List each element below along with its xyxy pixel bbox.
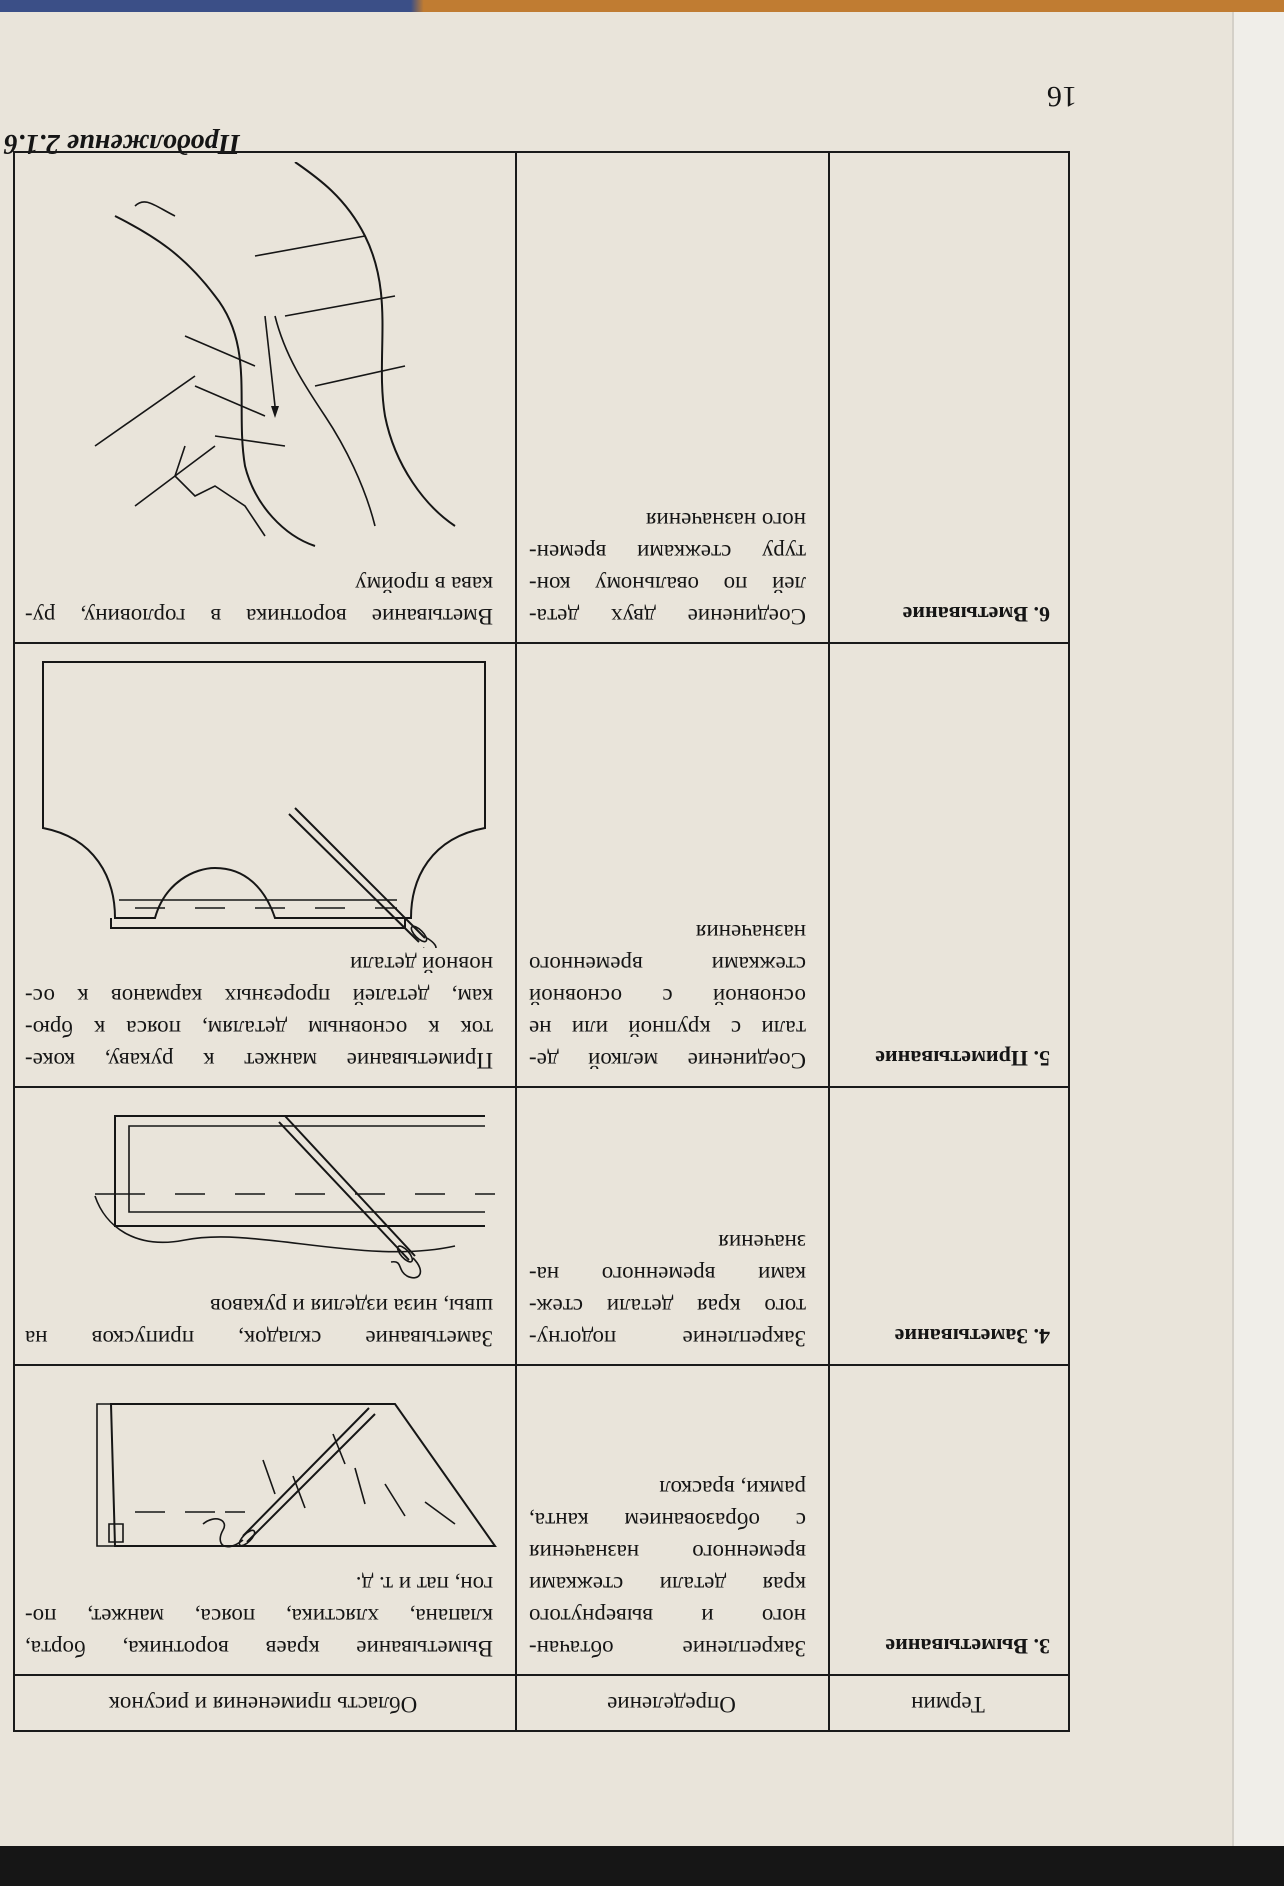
definition-line: стежками временного xyxy=(529,952,806,977)
application-line: кам, деталей прорезных карманов к ос- xyxy=(25,984,493,1009)
definition-line: рамки, враскол xyxy=(659,1476,806,1501)
definition-line: Соединение двух дета- xyxy=(529,604,806,629)
definition-line: ками временного на- xyxy=(529,1262,806,1287)
application-line: кава в пройму xyxy=(355,572,493,597)
definition-line: ного назначения xyxy=(645,508,806,533)
definition-line: ного и вывернутого xyxy=(529,1604,806,1629)
collar-basting-illustration xyxy=(11,1370,515,1564)
sleeve-basting-drawing xyxy=(11,162,515,566)
hem-basting-drawing xyxy=(11,1096,515,1286)
definition-line: туру стежками времен- xyxy=(529,540,806,565)
application-cell xyxy=(11,153,515,642)
definition-line: с образованием канта, xyxy=(529,1508,806,1533)
definition-cell xyxy=(515,1366,828,1674)
header-application: Область применения и рисунок xyxy=(108,1692,418,1717)
header-definition: Определение xyxy=(607,1692,736,1717)
definition-line: Закрепление обтачан- xyxy=(529,1636,806,1661)
term-cell: 6. Вметывание xyxy=(902,602,1050,627)
cuff-basting-drawing xyxy=(11,652,515,948)
definition-line: временного назначения xyxy=(529,1540,806,1565)
application-cell xyxy=(11,644,515,1086)
definition-line: назначения xyxy=(695,920,806,945)
definition-line: края детали стежками xyxy=(529,1572,806,1597)
collar-basting-drawing xyxy=(11,1370,515,1564)
terms-table xyxy=(13,151,1070,1732)
application-line: новной детали xyxy=(350,952,493,977)
application-cell xyxy=(11,1088,515,1364)
application-line: гон, пат и т. д. xyxy=(355,1572,493,1597)
term-cell: 3. Выметывание xyxy=(885,1634,1050,1659)
application-line: Приметывание манжет к рукаву, коке- xyxy=(25,1048,493,1073)
sleeve-basting-illustration xyxy=(11,162,515,566)
definition-cell xyxy=(515,1088,828,1364)
definition-cell xyxy=(515,644,828,1086)
definition-line: Закрепление подогну- xyxy=(529,1326,806,1351)
definition-line: тали с крупной или не xyxy=(529,1016,806,1041)
term-cell: 5. Приметывание xyxy=(875,1046,1050,1071)
term-cell: 4. Заметывание xyxy=(894,1324,1050,1349)
application-line: Вметывание воротника в горловину, ру- xyxy=(25,604,493,629)
application-line: швы, низа изделия и рукавов xyxy=(209,1294,493,1319)
table-caption: Продолжение 2.1.6 xyxy=(3,128,240,159)
definition-line: того края детали стеж- xyxy=(529,1294,806,1319)
definition-line: Соединение мелкой де- xyxy=(529,1048,806,1073)
scan-bottom-edge xyxy=(0,1846,1284,1886)
application-line: ток к основным деталям, пояса к брю- xyxy=(25,1016,493,1041)
page-number: 16 xyxy=(1047,80,1077,113)
application-line: Выметывание краев воротника, борта, xyxy=(25,1636,493,1661)
header-term: Термин xyxy=(911,1692,985,1717)
application-cell xyxy=(11,1366,515,1674)
hem-basting-illustration xyxy=(11,1096,515,1286)
cuff-basting-illustration xyxy=(11,652,515,948)
definition-line: основной с основной xyxy=(529,984,806,1009)
application-line: клапана, хлястика, пояса, манжет, по- xyxy=(25,1604,493,1629)
definition-cell xyxy=(515,153,828,642)
application-line: Заметывание складок, припусков на xyxy=(25,1326,493,1351)
definition-line: значения xyxy=(718,1230,806,1255)
definition-line: лей по овальному кон- xyxy=(529,572,806,597)
